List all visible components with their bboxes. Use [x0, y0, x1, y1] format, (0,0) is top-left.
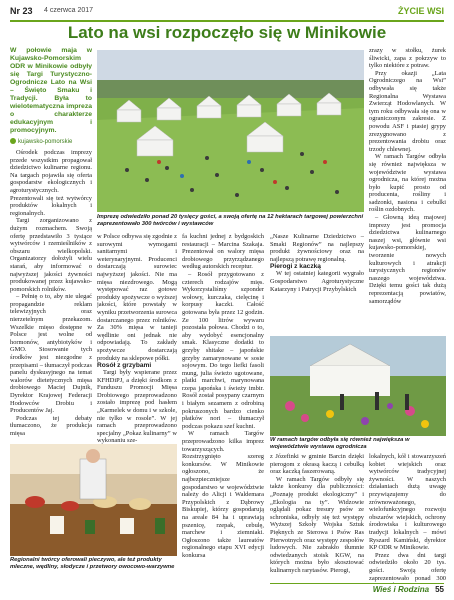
paragraph: Targi były wspierane przez KFHDiPJ, a dzięki środkom z Funduszu Promocji Mięsa Drobiowego przeprowadzono zostało imprezę pod hasłem „Karmelek w domu i w szkole, nie tylko w rosole”. W jej ramach przeprowadzono specjalny „Pokaz kulinarny” w wykonaniu sze- [97, 369, 177, 445]
photo-garden-expo [270, 336, 446, 436]
issue-date: 4 czerwca 2017 [44, 7, 94, 14]
paragraph: fa kuchni jednej z bydgoskich restauracji – Marcina Szakaja. Prezentował on walory mięsa drobiowego przyrządzanego według autorskich receptur. [182, 233, 264, 271]
paragraph: zrazy w stołku, żurek śliwicki, zapa z pokrzyw to tylko niektóre z potraw. [369, 47, 446, 70]
page-header [10, 6, 444, 20]
garden-expo-illustration [270, 336, 446, 436]
paragraph: Podczas tej debaty tłumaczono, że produkcja mięsa [10, 414, 92, 437]
products-stall-illustration [10, 444, 177, 556]
footer-rule [270, 583, 444, 584]
fairground-illustration [97, 50, 364, 212]
paragraph: – Rosół przygotowano z czterech rodzajów mięs. Wykorzystaliśmy szponder wołowy, kurczaka, cielęcinę i korpusy kaczki. Całość gotowana była przez 12 godzin. Ze 100 litrów wywaru pozostała połowa. Chodzi o to, aby wydobyć esencjonalny smak. Klasyczne dodatki to grzyby shitake – japońskie grzyby zamarynowane w sosie sojowym. Do tego liefki fasoli mung, julia świeżo ugotowane, platki marchwi, marynowana rzepa japońska i świeży imbir. Rosół został posypany czarnym i białym sezamem z odrobiną pokruszonych bardzo cienko płatków nori – tłumaczył podczas pokazu szef kuchni. [182, 270, 264, 430]
paragraph: – Głowną ideą majowej imprezy jest promocja dziedzictwa kulinarnego naszej wsi, głównie wsi kujawsko-pomorskiej, tworzenie nowych kulturowych i atrakcji turystycznych regionów naszego województwa. Dzięki temu gości tak dużą reprezentacją powiatów, samorządów [369, 214, 446, 305]
magazine-name: Wieś i Rodzina [372, 585, 430, 594]
caption-middle: W ramach targów odbyła się również największa w województwie wystawa ogrodnicza [270, 437, 410, 450]
paragraph: w Polsce odbywa się zgodnie z surowymi wymogami sanitarnymi i weterynaryjnymi. Producenci dostarczają surowiec najwyższej jakości. Nie ma mięsa niezdrowego. Mogą występować raz gotowe produkty spożywcze o wyższej jakości, które powstały w wyniku przetworzenia surowca dostarczanego przez rolników. Za 30% mięsa w tanieji wędlinie oni jednak nie odpowiadają. To zakłady spożywcze dostarczają produkty na sklepowe półki. [97, 233, 177, 362]
column-3 [182, 233, 264, 585]
column-4-lower [270, 453, 364, 585]
caption-bottom: Regionalni twórcy oferowali pieczywo, ale też produkty mleczne, wędliny, słodycze i przetwory owocowo-warzywne [10, 557, 175, 570]
paragraph: „Nasze Kulinarne Dziedzictwo – Smaki Regionów” na najlepszy produkt żywnościowy oraz na najlepszą potrawę regionalną. [270, 233, 364, 263]
page-number: 55 [435, 585, 444, 594]
section-label: ŻYCIE WSI [397, 6, 444, 16]
column-5-lower [369, 453, 446, 583]
paragraph: W ramach Targów odbyła się również największa w województwie wystawa ogrodnicza, na której można było kupić prosto od producenta, rośliny i sadzonki, nasiona i cebulki roślin ozdobnych. [369, 153, 446, 214]
issue-number: Nr 23 [10, 6, 33, 16]
region-credit: kujawsko-pomorskie [10, 138, 92, 145]
region-dot-icon [10, 138, 16, 144]
caption-top: Imprezę odwiedziło ponad 20 tysięcy gości, a swoją ofertę na 12 hektarach targowej powierzchni zaprezentowało 300 twórców i wystawców [97, 214, 364, 227]
header-rule [10, 20, 444, 22]
subheading-pierogi: Pierogi z kaczką [270, 263, 321, 271]
paragraph: W ramach Targów przeprowadzono kilka imprez towarzyszących. Rozstrzygnięto szereg konkursów. W Minikowie ogłoszono, że najbezpieczniejsze gospodarstwo w województwie należy do Alicji i Waldemara Przypolskich z Dąbrowy Biskupiej, którzy gospodarują na areale 84 ha i uprawiają pszenicę, rzepak, cebulę, marchew i ziemniaki. Ogłoszono także laureatów regionalnego etapu XVI edycji konkursa [182, 430, 264, 559]
article-lead: W połowie maja w Kujawsko-Pomorskim ODR w Minikowie odbyły się Targi Turystyczno-Ogrodnicze Lato na Wsi – Święto Smaku i Tradycji. Była to wielotematyczna impreza o charakterze edukacyjnym i promocyjnym. [10, 47, 92, 134]
article-title: Lato na wsi rozpoczęło się w Minikowie [67, 23, 387, 42]
paragraph: Ośrodek podczas imprezy przede wszystkim propagował dziedzictwo kulinarne regionu. Na targach pojawiła się oferta gospodarstw ekologicznych i agroturystycznych. Prezentowali się też wytwórcy produktów lokalnych i regionalnych. [10, 149, 92, 217]
column-1 [10, 47, 92, 439]
column-5 [369, 47, 446, 333]
paragraph: Przy okazji „Lata Ogrodniczego na Wsi” odbywała się także Regionalna Wystawa Zwierząt Hodowlanych. W tym roku odbywała się ona w ograniczonym zakresie. Z powodu ASF i ptasiej grypy zrezygnowano z prezentowania drobiu oraz trzody chlewnej. [369, 69, 446, 153]
subheading-rosol: Rosół z grzybami [97, 362, 152, 370]
column-4 [270, 233, 364, 335]
page-footer [373, 585, 444, 594]
photo-products-stall [10, 444, 177, 556]
paragraph: W ramach Targów odbyły się także konkursy dla publiczności: „Poznaję produkt ekologiczny” i „Ekologia na ty”. Widzowie oglądali pokaz tresury psów ze schroniska, odbyły się też występy Wyższej Szkoły Wojska Sztuk Pięknych ze Sterowa i Psów Ras Pierwotnych oraz występy zespołów ludowych. Nie zabrakło tłumnie odwiedzanych stoisk KGW, na których można było skosztować kulinarnych rarytasów. Pierogi, [270, 475, 364, 574]
paragraph: W tej ostatniej kategorii wygrało Gospodarstwo Agroturystyczne Katarzyny i Patrycji Przybylskich [270, 270, 364, 293]
paragraph: z Józefinki w gminie Barcin dzięki pierogom z okrasą kaczą i cebulką oraz kaczką faszerowaną. [270, 453, 364, 476]
paragraph: – Pełnię o to, aby nie ulegać propagandzie reklam telewizyjnych oraz nierzetelnym przekazom. Wszelkie mięso dostępne w Polsce jest wolne od hormonów, antybiotyków i GMO. Stosowanie tych środków jest niezgodne z przepisami – tłumaczył podczas panelu dyskusyjnego na temat walorów dietetycznych mięsa drobiowego Maciej Dujnik, Dyrektor Krajowej Federacji Hodowców Drobiu i Producentów Jaj. [10, 293, 92, 415]
paragraph: Przez dwa dni targi odwiedziło około 20 tys. gości. Swoją ofertę zaprezentowało ponad 300 [369, 551, 446, 582]
paragraph: Targi zorganizowano z dużym rozmachem. Swoją ofertę przedstawiło 3 tysiące wytwórców i rzemieślników z obszaru wielkopolski. Organizatorzy dołożyli wielu starań, aby informować o najwyższej jakości żywności produkowanej przez kujawsko-pomorskich rolników. [10, 217, 92, 293]
photo-fairground [97, 50, 364, 212]
paragraph: lokalnych, kół i stowarzyszeń kobiet wiejskich oraz wytwórców tradycyjnej żywności. W naszych działaniach dużą uwagę przywiązujemy do zrównoważonego, wielofunkcyjnego rozwoju obszarów wiejskich, ochrony środowiska i kulturowego tradycji lokalnych – mówi Ryszard Kamiński, dyrektor KP ODR w Minikowie. [369, 453, 446, 552]
